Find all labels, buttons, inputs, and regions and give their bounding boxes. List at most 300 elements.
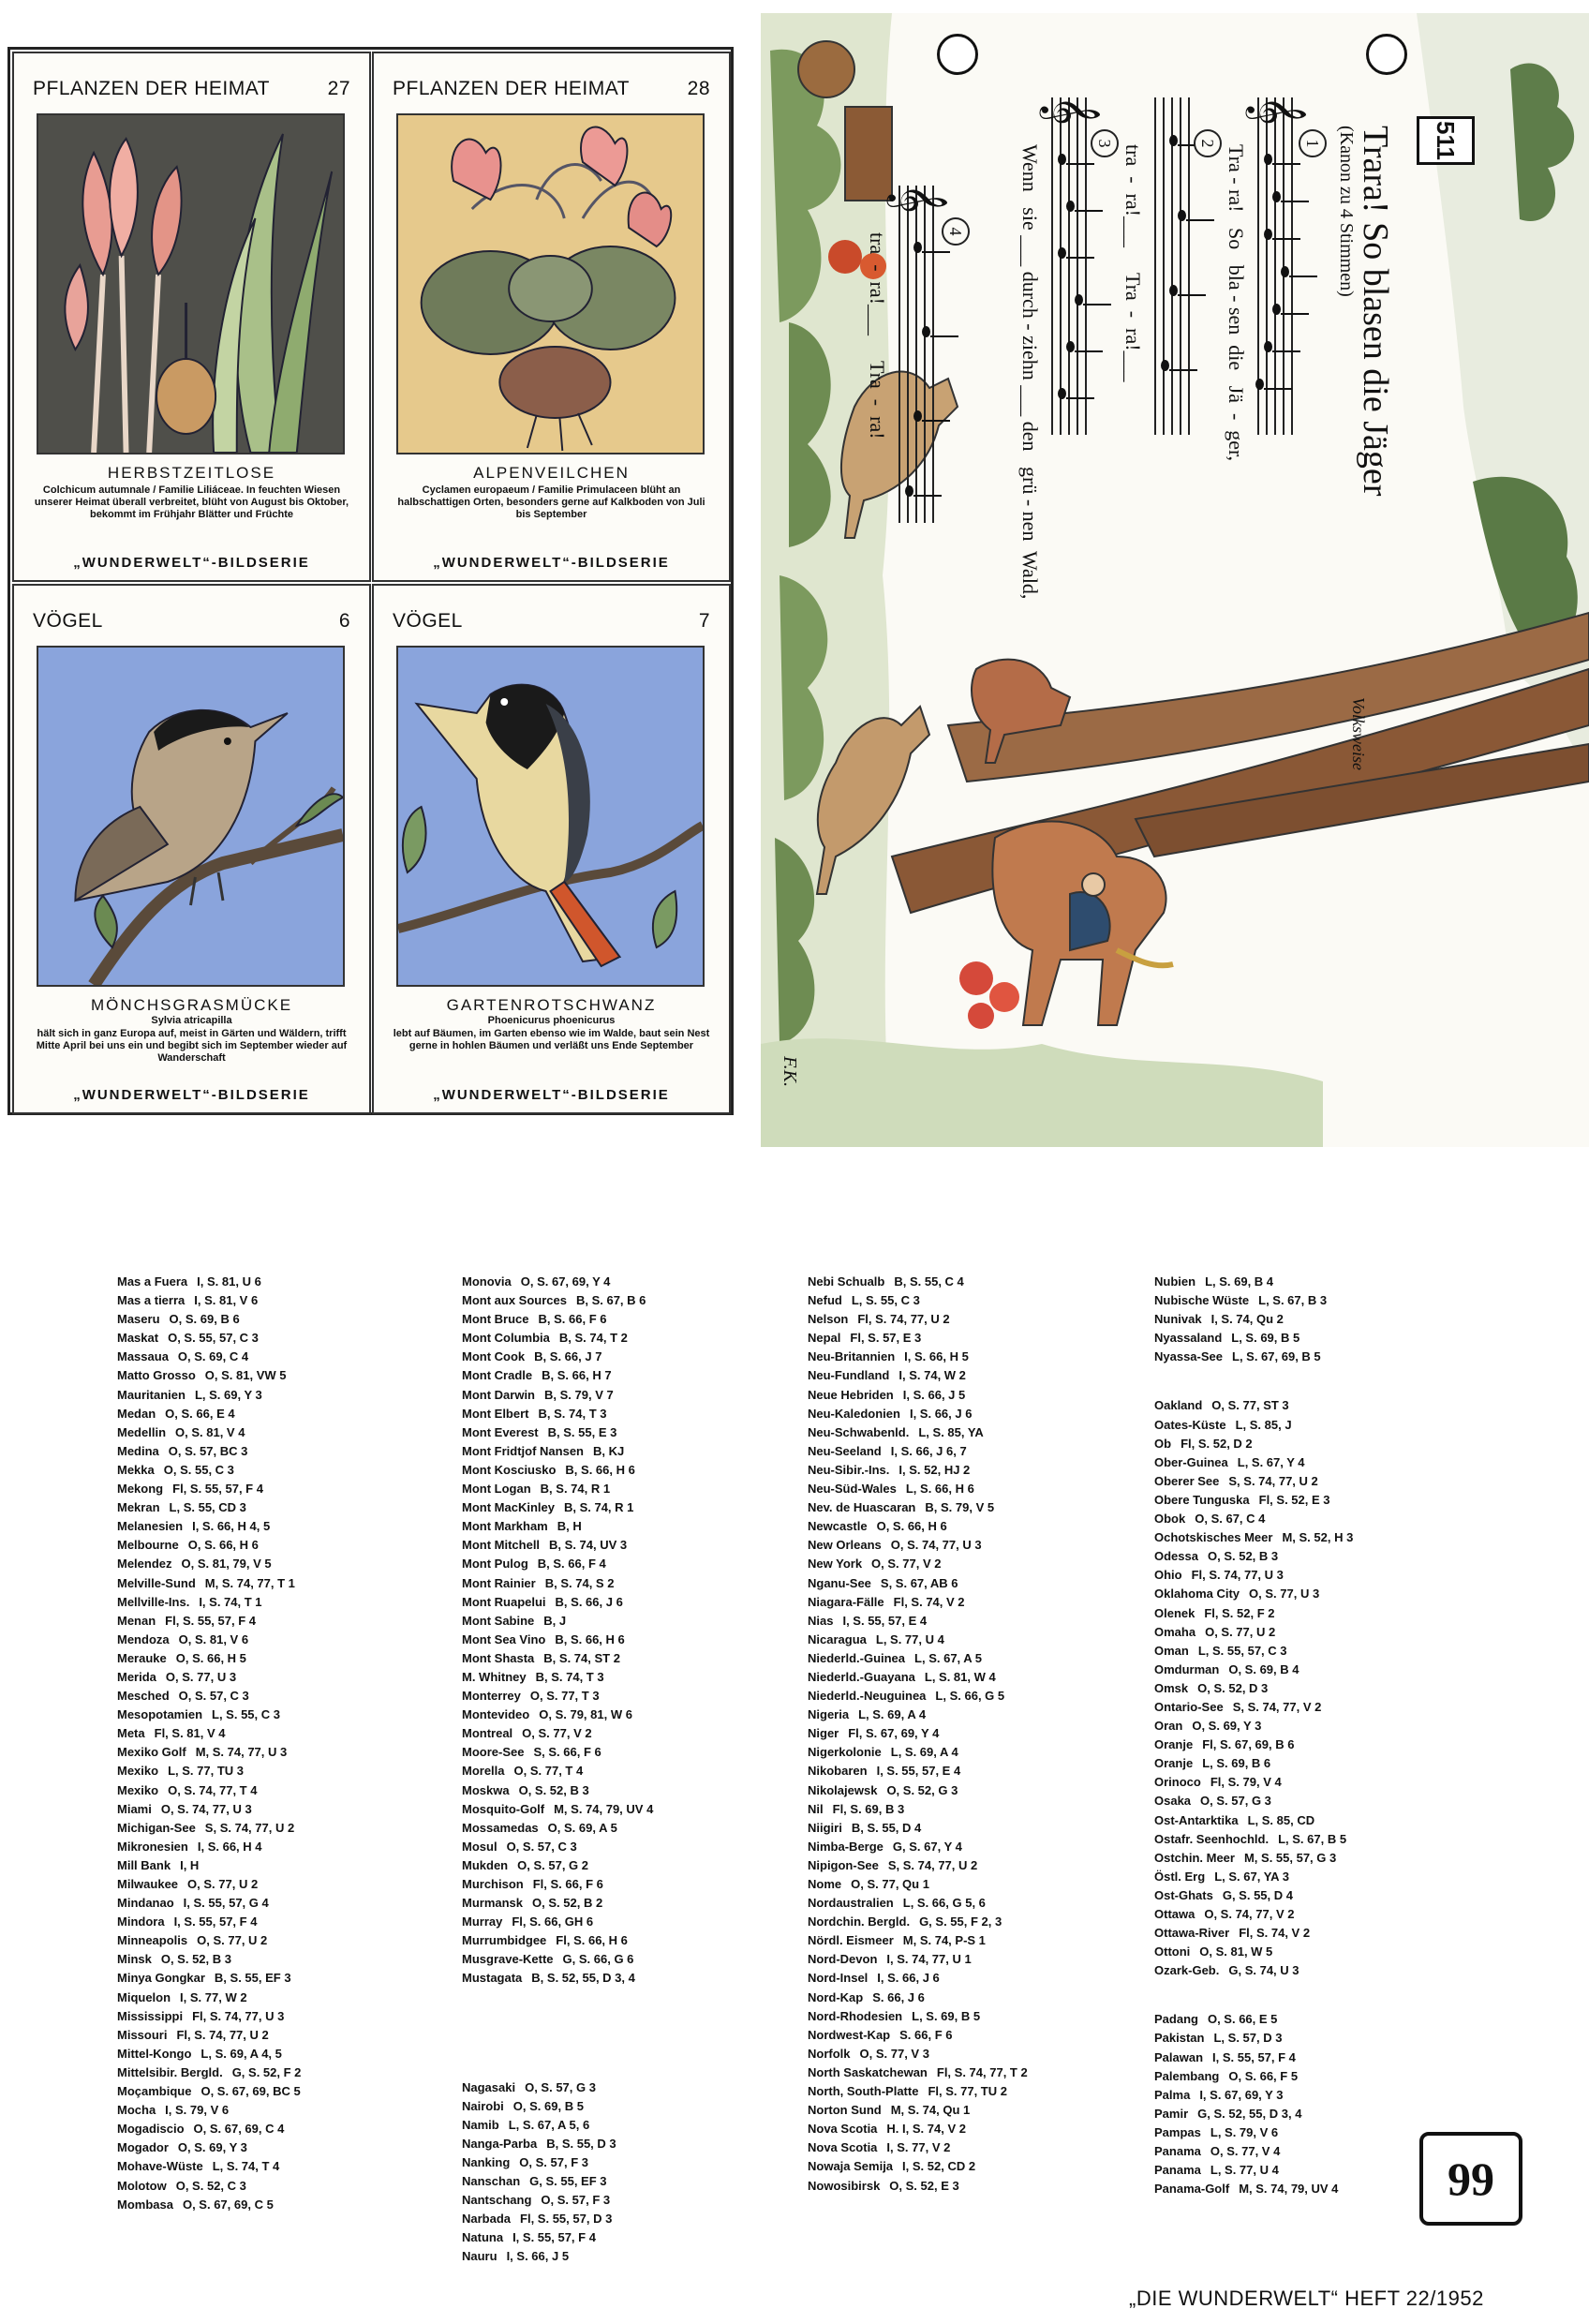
index-entry-name: Mindanao [117,1896,174,1911]
index-entry-reference: M, S. 74, Qu 1 [890,2103,971,2118]
index-entry-name: Oklahoma City [1154,1587,1240,1601]
index-entry-name: Pampas [1154,2124,1201,2139]
song-sheet [974,96,1460,1147]
index-entry-reference: L, S. 67, 69, B 5 [1232,1349,1321,1364]
index-entry-reference: I, S. 66, H 4 [197,1839,262,1854]
index-section-gap [462,1989,780,2019]
index-entry-reference: O, S. 66, H 6 [876,1519,947,1534]
index-entry-reference: O, S. 81, W 5 [1199,1944,1273,1959]
index-entry-reference: O, S. 81, VW 5 [204,1368,287,1383]
index-entry-reference: B, J [543,1613,567,1628]
index-entry-reference: O, S. 57, G 3 [525,2079,596,2094]
index-entry-name: Michigan-See [117,1820,196,1835]
card-latin-name: Phoenicurus phoenicurus [487,1015,616,1026]
index-entry-reference: B, S. 74, T 3 [535,1669,604,1684]
index-entry-name: Nikolajewsk [808,1782,878,1797]
card-series: PFLANZEN DER HEIMAT [33,78,270,99]
index-entry-name: Nord-Kap [808,1989,864,2004]
card-footer: „WUNDERWELT“-BILDSERIE [73,1087,310,1103]
index-entry-name: Miquelon [117,1989,171,2004]
index-entry [462,1366,780,1385]
index-entry-reference: L, S. 69, A 4 [858,1707,927,1722]
index-entry [462,1423,780,1442]
index-entry [117,1950,436,1969]
index-entry-name: Nigerkolonie [808,1745,882,1760]
index-entry [462,1631,780,1649]
index-entry [808,2045,1126,2063]
index-entry [808,1348,1126,1366]
index-entry-reference: O, S. 57, BC 3 [168,1443,248,1458]
index-entry-name: Nubische Wüste [1154,1293,1250,1308]
index-entry-reference: O, S. 57, G 3 [1200,1794,1271,1809]
index-entry-reference: L, S. 85, J [1235,1417,1292,1432]
index-entry-name: Narbada [462,2212,512,2227]
index-entry-reference: L, S. 66, G 5, 6 [902,1896,986,1911]
index-entry-name: Monovia [462,1274,512,1289]
index-entry-name: Mas a tierra [117,1293,186,1308]
index-entry-reference: I, S. 77, W 2 [180,1989,247,2004]
index-entry-name: Murray [462,1914,503,1929]
index-entry-name: Mogador [117,2140,169,2155]
index-entry-name: Nantschang [462,2193,532,2208]
index-entry-name: Nanschan [462,2174,521,2189]
index-entry-name: Ottawa-River [1154,1926,1230,1941]
index-entry-reference: O, S. 67, 69, C 4 [193,2122,285,2137]
index-entry [462,2078,780,2097]
index-entry-name: Omdurman [1154,1661,1220,1676]
card-herbstzeitlose [12,52,371,582]
index-entry-reference: G, S. 52, 55, D 3, 4 [1197,2106,1302,2121]
index-entry-reference: B, S. 74, T 3 [538,1406,607,1421]
index-entry-reference: L, S. 69, B 5 [1231,1331,1300,1346]
index-entry [1154,1661,1473,1679]
index-entry-reference: I, S. 66, J 6, 7 [890,1443,967,1458]
index-entry-name: Miami [117,1801,152,1816]
index-entry [117,1517,436,1536]
index-entry-name: Mont Logan [462,1482,531,1497]
index-entry-reference: O, S. 66, E 5 [1207,2012,1278,2027]
index-entry [1154,1273,1473,1291]
index-entry-reference: O, S. 74, 77, T 4 [168,1782,258,1797]
index-entry-reference: L, S. 85, CD [1247,1812,1315,1827]
index-entry-reference: O, S. 74, 77, U 3 [890,1538,982,1553]
card-series: VÖGEL [393,610,463,632]
index-entry-name: Mexiko Golf [117,1745,186,1760]
index-entry-name: Mill Bank [117,1857,171,1872]
index-entry-name: Nowaja Semija [808,2159,894,2174]
card-moenchsgrasmuecke [12,584,371,1114]
index-section-gap [462,2019,780,2048]
song-subtitle: (Kanon zu 4 Stimmen) [1336,126,1357,297]
index-entry-name: Neu-Süd-Wales [808,1482,897,1497]
index-entry-reference: Fl, S. 77, TU 2 [928,2084,1007,2099]
index-entry-name: Mendoza [117,1631,170,1646]
index-entry-name: Nova Scotia [808,2122,878,2137]
index-entry [1154,1566,1473,1585]
index-entry-name: Nunivak [1154,1312,1202,1327]
index-entry [1154,1961,1473,1980]
index-entry [1154,1905,1473,1924]
card-footer: „WUNDERWELT“-BILDSERIE [433,1087,670,1103]
music-stave-1 [1248,96,1307,435]
card-number: 28 [687,78,710,99]
index-entry [808,1498,1126,1517]
index-entry-name: Montreal [462,1726,513,1741]
index-column-4 [1154,1273,1473,2198]
index-entry-name: Murrumbidgee [462,1933,547,1948]
index-entry [462,1348,780,1366]
index-entry [462,1724,780,1743]
index-entry-reference: B, KJ [593,1443,625,1458]
index-entry [462,1612,780,1631]
index-entry-reference: Fl, S. 69, B 3 [832,1801,905,1816]
index-entry-reference: L, S. 67, B 5 [1278,1831,1347,1846]
index-entry-reference: O, S. 69, B 6 [169,1312,240,1327]
index-entry [1154,1868,1473,1886]
index-entry [808,1989,1126,2007]
index-entry [117,1631,436,1649]
index-entry-reference: B, S. 74, ST 2 [543,1650,620,1665]
index-entry-reference: L, S. 55, C 3 [212,1707,280,1722]
index-entry-name: Nigeria [808,1707,850,1722]
index-entry-reference: L, S. 74, T 4 [212,2159,280,2174]
index-entry-reference: Fl, S. 74, 77, U 3 [1191,1568,1284,1583]
music-stave-2 [1152,97,1190,435]
index-entry-reference: S. 66, F 6 [899,2027,953,2042]
index-entry-reference: B, S. 66, J 6 [555,1594,623,1609]
index-entry-name: Oates-Küste [1154,1417,1226,1432]
index-entry-name: Nagasaki [462,2079,516,2094]
page-number: 99 [1419,2132,1522,2226]
index-entry-reference: M, S. 74, P-S 1 [902,1933,986,1948]
index-entry-reference: B, H [557,1519,582,1534]
index-entry [1154,1547,1473,1566]
index-entry-reference: Fl, S. 66, GH 6 [512,1914,594,1929]
music-stave-4-group [803,186,990,1147]
song-number: 511 [1417,116,1475,165]
index-entry-reference: I, S. 74, W 2 [898,1368,966,1383]
index-entry-reference: L, S. 85, YA [918,1424,984,1439]
card-title: MÖNCHSGRASMÜCKE [90,996,293,1014]
index-entry [117,1612,436,1631]
index-entry-reference: G, S. 55, D 4 [1222,1887,1293,1902]
index-entry-reference: I, S. 74, T 1 [199,1594,262,1609]
index-entry [462,1743,780,1762]
index-entry [1154,2029,1473,2048]
index-entry-reference: I, S. 66, J 6 [877,1971,940,1986]
card-footer: „WUNDERWELT“-BILDSERIE [73,555,310,571]
card-description: lebt auf Bäumen, im Garten ebenso wie im Walde, baut sein Nest gerne in hohlen Bäumen und verläßt uns Ende September [393,1028,710,1051]
index-entry-reference: S, S. 74, 77, U 2 [1228,1473,1318,1488]
index-entry-name: Panama [1154,2144,1201,2159]
index-entry [1154,1924,1473,1943]
index-entry-reference: M, S. 55, 57, G 3 [1243,1850,1337,1865]
index-entry-name: Merida [117,1669,156,1684]
index-entry-name: Oakland [1154,1398,1203,1413]
index-entry-reference: M, S. 52, H 3 [1282,1530,1354,1545]
index-entry-name: Mombasa [117,2197,173,2212]
index-entry-name: Mont Rainier [462,1575,536,1590]
index-entry [808,1743,1126,1762]
index-entry-reference: O, S. 57, F 3 [541,2193,611,2208]
index-entry [808,1329,1126,1348]
index-entry-name: Neu-Kaledonien [808,1406,900,1421]
index-entry [117,1329,436,1348]
index-entry [1154,1585,1473,1603]
index-entry [808,2157,1126,2176]
index-entry [808,1273,1126,1291]
index-entry-name: Nova Scotia [808,2140,878,2155]
index-entry-name: Mont Cradle [462,1368,533,1383]
index-entry-reference: G, S. 55, EF 3 [529,2174,607,2189]
card-header [393,74,710,104]
index-entry [462,1649,780,1668]
index-entry-name: Nubien [1154,1274,1196,1289]
index-entry-name: Nord-Rhodesien [808,2008,903,2023]
index-entry [1154,2048,1473,2067]
redstart-illustration [398,648,703,985]
index-entry-name: Mont Sabine [462,1613,535,1628]
index-entry-name: Natuna [462,2230,504,2245]
index-entry-reference: I, S. 66, H 4, 5 [192,1519,271,1534]
artist-signature: F.K. [779,1056,800,1087]
treble-clef-icon: 𝄞 [889,184,948,214]
index-entry-name: Nicaragua [808,1631,867,1646]
index-entry-reference: O, S. 77, V 2 [522,1726,592,1741]
index-entry [462,1291,780,1310]
card-description: Cyclamen europaeum / Familie Primulaceen blüht an halbschattigen Orten, besonders gerne auf Kalkboden von Juli bis September [397,484,705,520]
index-entry [117,1480,436,1498]
index-section-gap [1154,1980,1473,2010]
index-entry-name: Mont Markham [462,1519,548,1534]
index-entry-name: Mocha [117,2103,156,2118]
index-entry-reference: O, S. 69, C 4 [177,1349,249,1364]
index-entry-reference: O, S. 67, C 4 [1195,1512,1266,1527]
index-entry-reference: O, S. 77, V 2 [871,1557,942,1572]
index-entry [117,1348,436,1366]
index-entry-name: Musgrave-Kette [462,1952,554,1967]
index-entry [1154,1698,1473,1717]
index-entry [117,1423,436,1442]
index-entry [117,1291,436,1310]
index-entry-reference: G, S. 55, F 2, 3 [919,1914,1002,1929]
index-entry-name: Nganu-See [808,1575,871,1590]
index-entry-reference: G, S. 67, Y 4 [892,1839,962,1854]
index-entry-reference: Fl, S. 55, 57, F 4 [165,1613,256,1628]
index-entry-reference: B, S. 55, D 3 [546,2136,616,2151]
index-entry [808,1442,1126,1461]
index-entry-reference: S, S. 74, 77, U 2 [887,1857,978,1872]
index-entry-name: Ost-Ghats [1154,1887,1213,1902]
music-stave-3 [1042,96,1101,435]
index-entry-reference: O, S. 57, C 3 [178,1689,249,1704]
index-entry [462,1781,780,1800]
index-entry-name: Maskat [117,1331,159,1346]
index-entry [117,1706,436,1724]
index-entry-name: Nyassa-See [1154,1349,1223,1364]
card-latin-name: Sylvia atricapilla [151,1015,232,1026]
index-entry [117,1687,436,1706]
index-entry-reference: L, S. 69, B 5 [912,2008,981,2023]
index-entry [808,1480,1126,1498]
index-entry [117,1442,436,1461]
index-entry [117,2177,436,2196]
index-entry-reference: B, S. 79, V 5 [925,1500,995,1515]
index-entry-name: Palawan [1154,2049,1204,2064]
index-entry-name: Mont Pulog [462,1557,528,1572]
index-entry [808,1612,1126,1631]
index-entry-reference: B, S. 66, H 6 [565,1462,635,1477]
index-entry-reference: O, S. 69, B 4 [1228,1661,1299,1676]
index-entry-name: Panama-Golf [1154,2182,1230,2197]
index-entry-name: Oranje [1154,1737,1194,1752]
index-entry-reference: I, S. 55, 57, E 4 [876,1764,961,1779]
index-entry [117,1762,436,1780]
index-entry-reference: O, S. 77, T 4 [513,1764,584,1779]
index-entry-name: Nepal [808,1331,841,1346]
index-entry-reference: I, S. 55, 57, F 4 [173,1914,258,1929]
index-entry [808,1894,1126,1913]
index-entry-name: Oranje [1154,1756,1194,1771]
index-entry [1154,1811,1473,1830]
index-entry-reference: O, S. 81, 79, V 5 [181,1557,272,1572]
index-entry-name: Mont aux Sources [462,1293,567,1308]
index-entry [808,1366,1126,1385]
index-entry [808,1593,1126,1612]
index-entry-name: Medina [117,1443,159,1458]
index-entry-name: Melendez [117,1557,172,1572]
card-series: PFLANZEN DER HEIMAT [393,78,630,99]
index-entry [808,1405,1126,1423]
index-entry [462,1950,780,1969]
index-entry [462,2228,780,2247]
index-entry-name: Minneapolis [117,1933,188,1948]
index-entry [1154,1491,1473,1510]
voice-marker: 4 [942,217,970,246]
index-entry-name: Nev. de Huascaran [808,1500,916,1515]
index-entry [462,1668,780,1687]
song-lyrics-line: tra - ra!___ Tra - ra! [866,232,889,439]
card-number: 7 [698,610,710,632]
index-entry-reference: O, S. 67, 69, Y 4 [520,1274,611,1289]
index-entry [117,1386,436,1405]
index-entry-reference: B, S. 52, 55, D 3, 4 [531,1971,635,1986]
index-entry-reference: O, S. 77, Qu 1 [851,1877,929,1891]
index-entry-reference: S. 66, J 6 [872,1989,925,2004]
index-entry [117,2007,436,2026]
index-entry-name: Niger [808,1726,839,1741]
card-number: 6 [338,610,350,632]
index-entry [1154,2086,1473,2105]
index-entry-name: Mellville-Ins. [117,1594,190,1609]
index-entry-reference: O, S. 66, H 6 [187,1538,259,1553]
index-entry-reference: O, S. 57, F 3 [519,2154,588,2169]
index-entry [1154,2105,1473,2123]
index-entry-reference: O, S. 77, U 2 [1205,1624,1276,1639]
index-entry-reference: L, S. 55, CD 3 [169,1500,246,1515]
index-entry-reference: O, S. 57, G 2 [517,1857,588,1872]
index-entry-reference: O, S. 52, C 3 [175,2178,246,2193]
index-entry-name: Mont Elbert [462,1406,529,1421]
index-entry-name: Mont Cook [462,1349,526,1364]
index-entry-reference: B, S. 55, E 3 [547,1424,617,1439]
index-entry-reference: Fl, S. 52, D 2 [1181,1436,1253,1451]
index-entry-reference: O, S. 66, H 5 [175,1650,246,1665]
index-entry-reference: H. I, S. 74, V 2 [886,2122,966,2137]
index-entry-name: Nelson [808,1312,849,1327]
index-entry-reference: Fl, S. 74, 77, U 3 [192,2008,285,2023]
index-entry-reference: L, S. 55, C 3 [851,1293,920,1308]
index-entry-name: Neu-Sibir.-Ins. [808,1462,890,1477]
index-section-gap [462,2048,780,2078]
index-entry-name: Oman [1154,1643,1189,1658]
card-gartenrotschwanz [372,584,731,1114]
index-entry [117,1800,436,1819]
index-entry [117,1649,436,1668]
index-entry-reference: Fl, S. 74, 77, U 2 [857,1312,950,1327]
index-entry [117,2045,436,2063]
index-entry-name: Nord-Insel [808,1971,869,1986]
index-entry-name: New York [808,1557,863,1572]
index-entry [462,1819,780,1838]
index-entry-reference: L, S. 66, H 6 [905,1482,974,1497]
index-entry-name: Mas a Fuera [117,1274,188,1289]
index-entry-name: Ohio [1154,1568,1182,1583]
index-entry-name: Niagara-Fälle [808,1594,884,1609]
index-entry-name: Omsk [1154,1680,1189,1695]
index-entry-name: Moore-See [462,1745,525,1760]
index-entry [462,1762,780,1780]
index-entry-name: Nanga-Parba [462,2136,538,2151]
index-entry-reference: G, S. 52, F 2 [231,2064,302,2079]
index-entry [462,2210,780,2228]
index-entry-reference: M, S. 74, 77, U 3 [195,1745,288,1760]
index-entry [462,2135,780,2153]
blackcap-illustration [38,648,343,985]
index-entry-name: Ostchin. Meer [1154,1850,1235,1865]
index-entry-name: Melbourne [117,1538,179,1553]
index-entry-reference: I, S. 55, 57, F 4 [512,2230,596,2245]
index-entry-name: Nyassaland [1154,1331,1223,1346]
index-entry-reference: Fl, S. 81, V 4 [154,1726,226,1741]
song-page [761,13,1589,1147]
index-entry-reference: B, S. 55, D 4 [851,1820,922,1835]
index-entry [808,1762,1126,1780]
index-entry-name: Mossamedas [462,1820,539,1835]
index-entry-reference: O, S. 67, 69, BC 5 [200,2084,301,2099]
index-entry [1154,1943,1473,1961]
index-entry [1154,1849,1473,1868]
trading-card-sheet [7,47,734,1115]
index-entry-name: Nanking [462,2154,511,2169]
index-entry-reference: O, S. 52, B 2 [532,1896,603,1911]
index-entry-reference: I, S. 74, Qu 2 [1210,1312,1284,1327]
index-entry [808,1574,1126,1593]
index-entry-reference: O, S. 81, V 6 [178,1631,249,1646]
index-entry-name: Monterrey [462,1689,521,1704]
index-entry-reference: I, S. 66, H 5 [904,1349,969,1364]
index-entry-reference: B, S. 74, R 1 [540,1482,611,1497]
index-entry [808,1668,1126,1687]
index-entry-name: Merauke [117,1650,167,1665]
index-entry [1154,1679,1473,1698]
card-illustration [37,646,345,987]
voice-marker: 2 [1194,129,1222,157]
index-entry-name: Mekka [117,1462,155,1477]
index-entry-name: Mexiko [117,1782,159,1797]
song-lyrics-line: Tra - ra! So bla - sen die Jä - ger, [1225,144,1248,462]
card-header [33,606,350,636]
